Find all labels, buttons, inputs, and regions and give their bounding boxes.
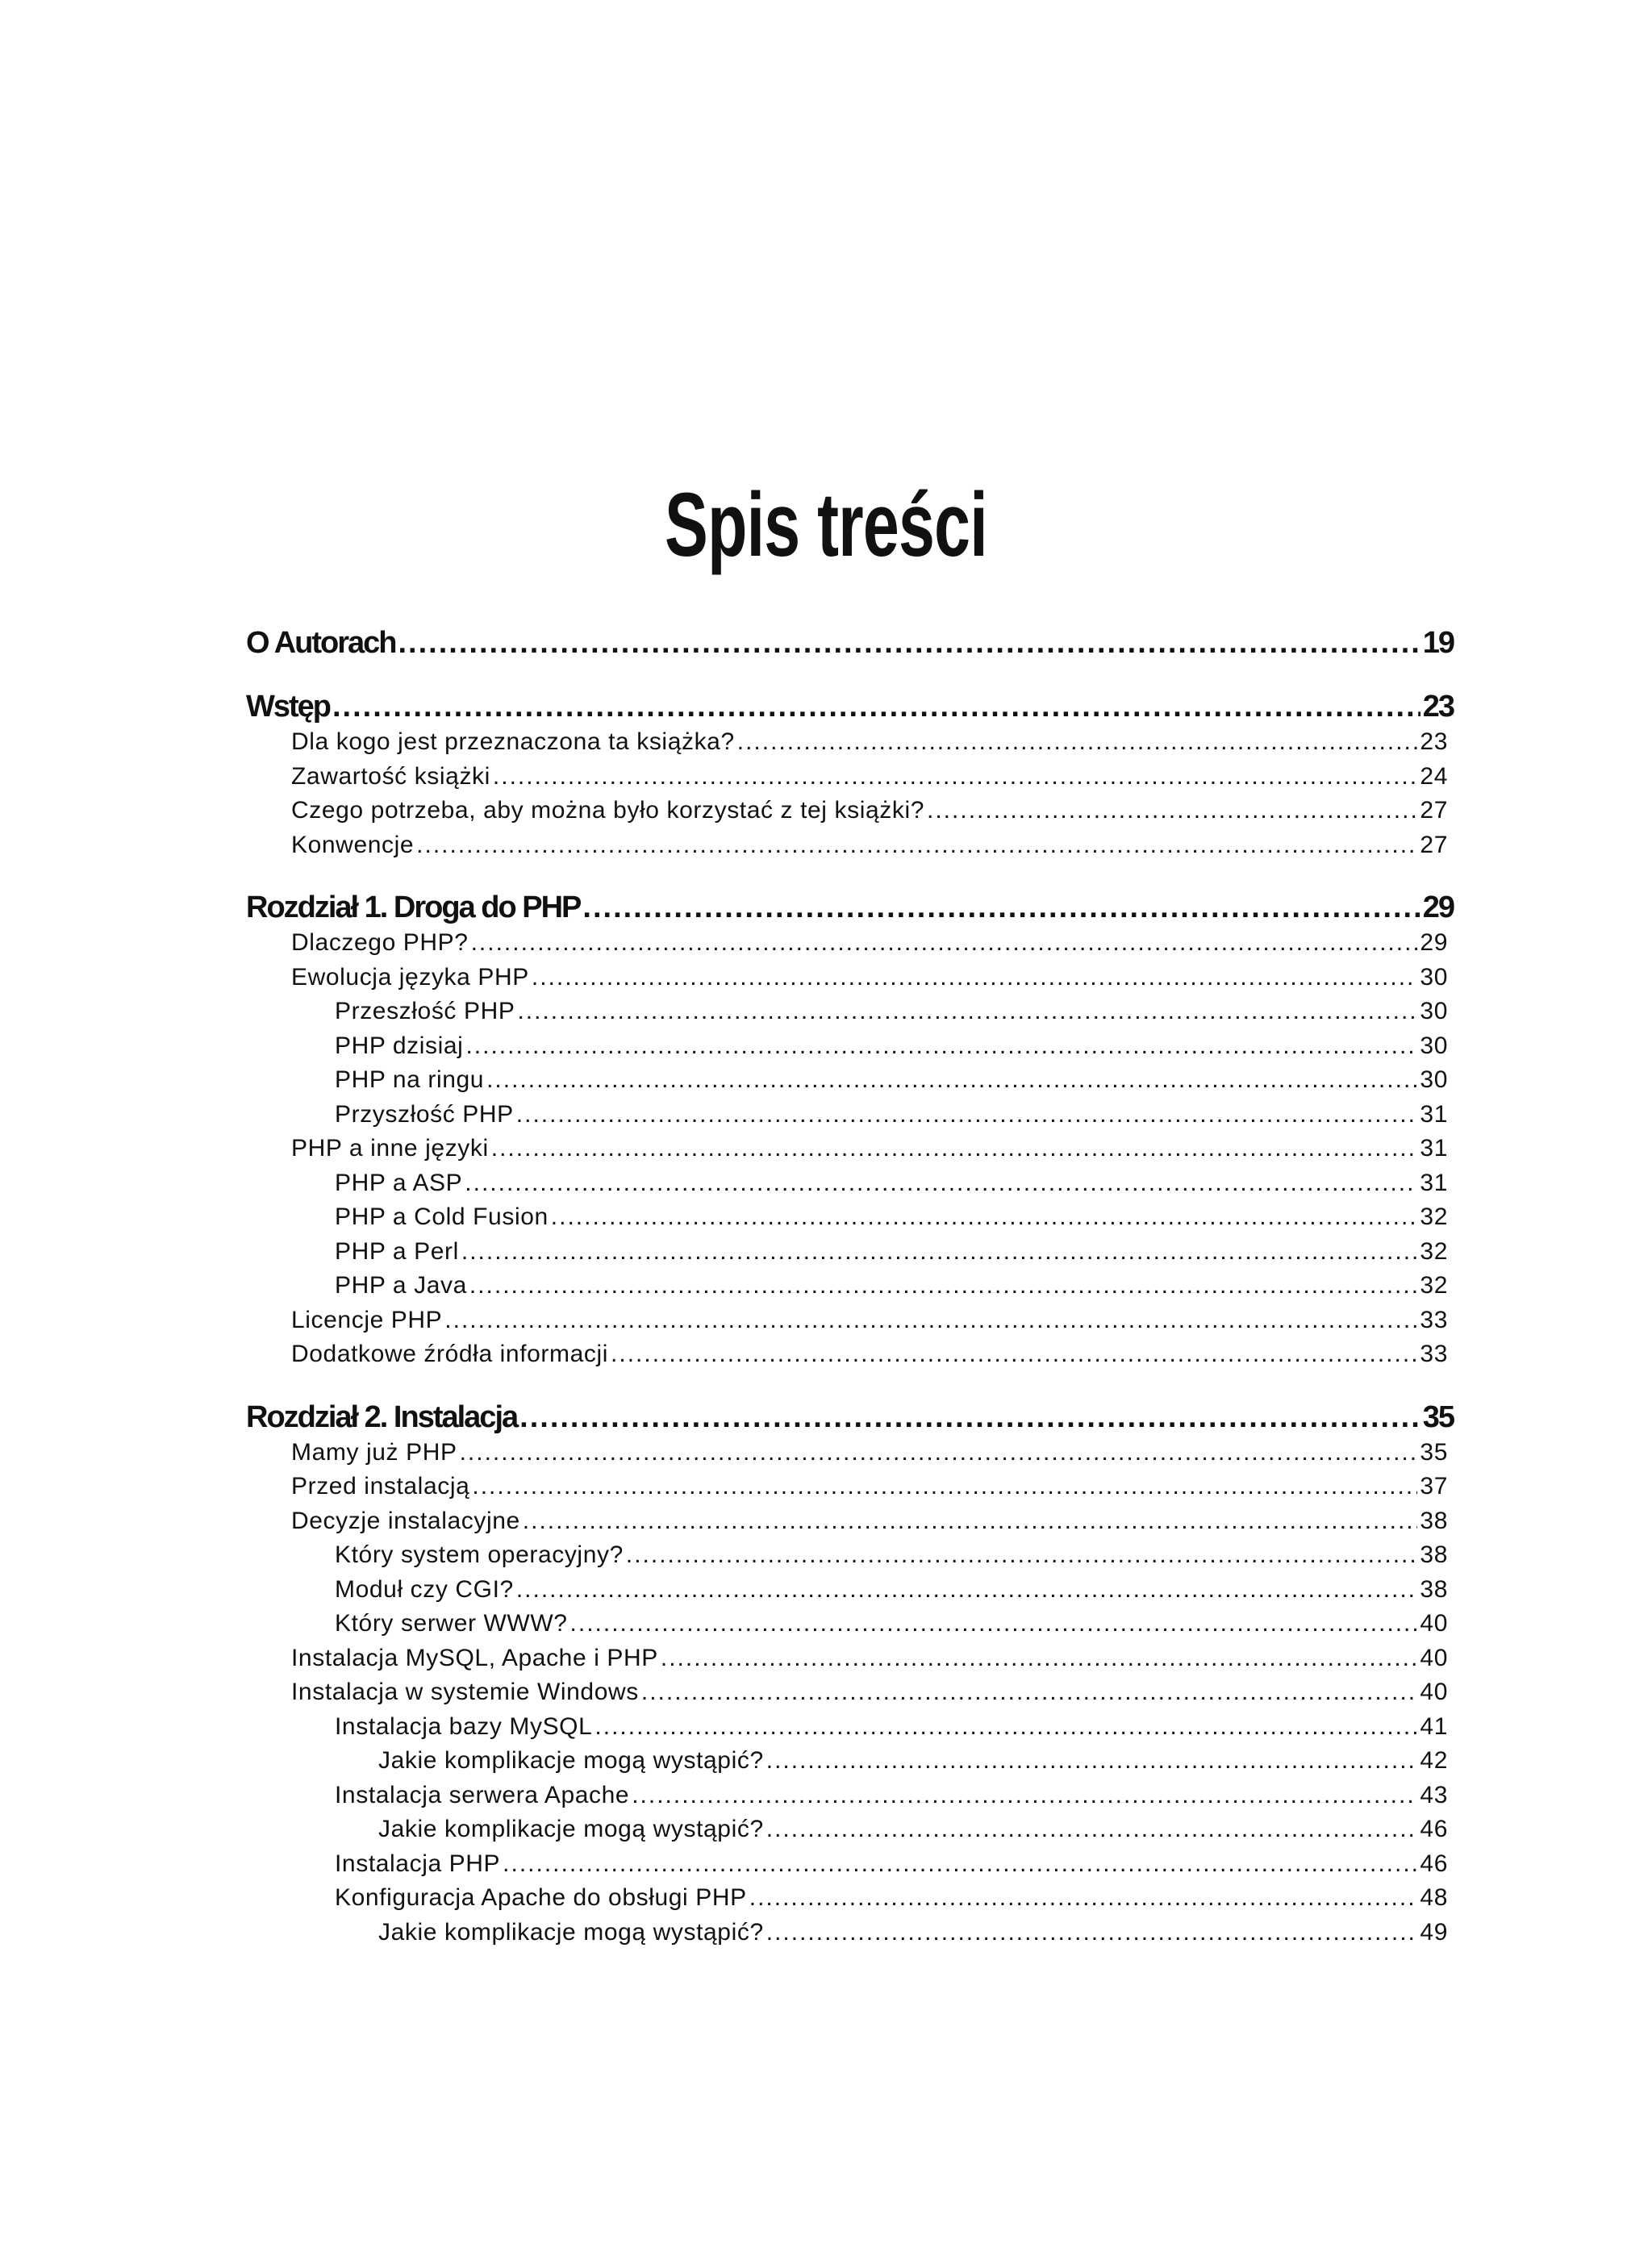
toc-entry-label: PHP a inne języki <box>291 1135 489 1162</box>
toc-entry[interactable] <box>246 1881 1448 1916</box>
toc-entry-label: Jakie komplikacje mogą wystąpić? <box>378 1816 764 1842</box>
toc-entry-page: 27 <box>1420 797 1448 824</box>
toc-entry-page: 49 <box>1420 1918 1448 1946</box>
toc-entry-label: Który system operacyjny? <box>335 1541 624 1568</box>
toc-entry-label: Instalacja bazy MySQL <box>335 1712 593 1740</box>
toc-entry-page: 38 <box>1420 1507 1448 1534</box>
toc-entry-page: 30 <box>1420 998 1448 1024</box>
toc-entry[interactable] <box>246 1304 1448 1338</box>
toc-entry[interactable] <box>246 828 1448 863</box>
toc-entry-label: Zawartość książki <box>291 762 490 790</box>
toc-entry-label: PHP a Java <box>335 1272 467 1299</box>
toc-entry[interactable] <box>246 1779 1448 1813</box>
toc-entry-label: Konwencje <box>291 831 415 858</box>
toc-entry-label: Instalacja PHP <box>335 1850 501 1877</box>
toc-entry[interactable] <box>246 1744 1448 1779</box>
toc-entry[interactable] <box>246 995 1448 1029</box>
toc-entry[interactable] <box>246 1029 1448 1064</box>
dot-leader <box>582 890 1420 926</box>
toc-entry-page: 23 <box>1422 690 1454 724</box>
toc-entry-label: Instalacja w systemie Windows <box>291 1679 639 1705</box>
dot-leader <box>570 1607 1418 1641</box>
dot-leader <box>469 1269 1418 1304</box>
toc-entry-page: 29 <box>1422 891 1454 924</box>
toc-entry[interactable] <box>246 1504 1448 1539</box>
dot-leader <box>661 1641 1418 1676</box>
toc-entry-page: 46 <box>1420 1850 1448 1877</box>
toc-entry-page: 40 <box>1420 1610 1448 1637</box>
dot-leader <box>737 725 1418 760</box>
toc-entry[interactable] <box>246 926 1448 961</box>
toc-entry-label: Wstęp <box>246 690 330 724</box>
toc-entry[interactable] <box>246 1337 1448 1372</box>
dot-leader <box>503 1847 1417 1882</box>
toc-entry-page: 27 <box>1420 831 1448 858</box>
dot-leader <box>766 1744 1418 1779</box>
toc-entry[interactable] <box>246 1538 1448 1573</box>
dot-leader <box>611 1337 1417 1372</box>
toc-chapter-entry[interactable] <box>246 1399 1454 1436</box>
toc-entry[interactable] <box>246 1470 1448 1504</box>
dot-leader <box>632 1779 1417 1813</box>
toc-entry[interactable] <box>246 794 1448 828</box>
dot-leader <box>523 1504 1418 1539</box>
toc-entry-label: Konfiguracja Apache do obsługi PHP <box>335 1884 747 1911</box>
toc-entry-page: 31 <box>1420 1169 1448 1196</box>
dot-leader <box>766 1916 1418 1950</box>
toc-entry[interactable] <box>246 1200 1448 1235</box>
toc-entry-label: Decyzje instalacyjne <box>291 1507 520 1534</box>
toc-entry-page: 40 <box>1420 1644 1448 1671</box>
toc-entry-page: 38 <box>1420 1541 1448 1568</box>
toc-entry-label: PHP na ringu <box>335 1066 485 1093</box>
toc-entry-label: Mamy już PHP <box>291 1438 457 1466</box>
toc-entry-page: 30 <box>1420 1032 1448 1059</box>
toc-entry-label: Który serwer WWW? <box>335 1610 568 1637</box>
toc-entry[interactable] <box>246 961 1448 995</box>
toc-entry[interactable] <box>246 760 1448 795</box>
toc-entry-label: Jakie komplikacje mogą wystąpić? <box>378 1747 764 1774</box>
toc-entry[interactable] <box>246 1063 1448 1098</box>
dot-leader <box>491 1132 1418 1166</box>
dot-leader <box>519 1399 1420 1436</box>
toc-entry[interactable] <box>246 1812 1448 1847</box>
toc-entry[interactable] <box>246 1269 1448 1304</box>
dot-leader <box>594 1710 1417 1745</box>
toc-chapter-entry[interactable] <box>246 689 1454 725</box>
toc-entry-page: 38 <box>1420 1575 1448 1603</box>
toc-entry-page: 35 <box>1422 1399 1454 1434</box>
toc-entry-label: Przyszłość PHP <box>335 1100 514 1128</box>
toc-entry-page: 43 <box>1420 1781 1448 1808</box>
toc-entry-page: 23 <box>1420 728 1448 755</box>
toc-entry[interactable] <box>246 1573 1448 1608</box>
dot-leader <box>626 1538 1418 1573</box>
toc-entry-label: Moduł czy CGI? <box>335 1575 514 1603</box>
dot-leader <box>766 1812 1418 1847</box>
toc-entry[interactable] <box>246 1847 1448 1882</box>
toc-entry[interactable] <box>246 1607 1448 1641</box>
toc-entry-page: 32 <box>1420 1237 1448 1265</box>
dot-leader <box>465 1166 1417 1201</box>
toc-entry-page: 30 <box>1420 1066 1448 1093</box>
toc-entry-page: 30 <box>1420 963 1448 991</box>
toc-entry-page: 19 <box>1422 626 1454 660</box>
toc-entry-page: 31 <box>1420 1135 1448 1162</box>
toc-entry-label: Dodatkowe źródła informacji <box>291 1341 609 1367</box>
page-title: Spis treści <box>665 474 987 576</box>
toc-entry-label: Przeszłość PHP <box>335 998 515 1024</box>
dot-leader <box>465 1029 1417 1064</box>
toc-entry-label: Dlaczego PHP? <box>291 929 469 956</box>
dot-leader <box>471 926 1418 961</box>
toc-entry-label: PHP a Cold Fusion <box>335 1203 549 1230</box>
toc-entry[interactable] <box>246 1132 1448 1166</box>
toc-entry-label: Dla kogo jest przeznaczona ta książka? <box>291 728 735 755</box>
toc-entry-label: Rozdział 2. Instalacja <box>246 1399 518 1434</box>
toc-entry-page: 32 <box>1420 1203 1448 1230</box>
toc-entry-label: PHP a ASP <box>335 1169 463 1196</box>
toc-entry-label: Rozdział 1. Droga do PHP <box>246 891 581 924</box>
toc-entry-page: 31 <box>1420 1100 1448 1128</box>
toc-entry-page: 32 <box>1420 1272 1448 1299</box>
toc-entry-page: 33 <box>1420 1341 1448 1367</box>
dot-leader <box>517 995 1417 1029</box>
toc-entry[interactable] <box>246 1235 1448 1270</box>
dot-leader <box>332 689 1420 725</box>
dot-leader <box>641 1675 1418 1710</box>
dot-leader <box>532 961 1418 995</box>
toc-entry-page: 40 <box>1420 1679 1448 1705</box>
toc-entry-label: Czego potrzeba, aby można było korzystać z tej książki? <box>291 797 925 824</box>
dot-leader <box>398 625 1420 661</box>
dot-leader <box>486 1063 1417 1098</box>
dot-leader <box>551 1200 1418 1235</box>
toc-entry-page: 37 <box>1420 1473 1448 1500</box>
dot-leader <box>516 1098 1418 1132</box>
dot-leader <box>461 1235 1418 1270</box>
toc-entry-label: Przed instalacją <box>291 1473 470 1500</box>
toc-entry-page: 29 <box>1420 929 1448 956</box>
toc-entry-page: 24 <box>1420 762 1448 790</box>
toc-entry-page: 41 <box>1420 1712 1448 1740</box>
toc-entry-label: Instalacja MySQL, Apache i PHP <box>291 1644 658 1671</box>
dot-leader <box>927 794 1417 828</box>
dot-leader <box>472 1470 1417 1504</box>
toc-entry-label: PHP a Perl <box>335 1237 459 1265</box>
toc-entry[interactable] <box>246 725 1448 760</box>
toc-entry-label: Licencje PHP <box>291 1306 443 1333</box>
dot-leader <box>516 1573 1418 1608</box>
toc-entry-label: O Autorach <box>246 626 396 660</box>
toc-chapter-entry[interactable] <box>246 890 1454 926</box>
dot-leader <box>749 1881 1418 1916</box>
dot-leader <box>444 1304 1417 1338</box>
dot-leader <box>460 1436 1418 1470</box>
toc-entry[interactable] <box>246 1675 1448 1710</box>
toc-entry[interactable] <box>246 1098 1448 1132</box>
toc-entry-label: Ewolucja języka PHP <box>291 963 529 991</box>
toc-entry-label: Jakie komplikacje mogą wystąpić? <box>378 1918 764 1946</box>
toc-entry-page: 42 <box>1420 1747 1448 1774</box>
dot-leader <box>493 760 1418 795</box>
table-of-contents <box>246 625 1454 1950</box>
toc-chapter-entry[interactable] <box>246 625 1454 661</box>
toc-entry-page: 48 <box>1420 1884 1448 1911</box>
toc-entry-label: Instalacja serwera Apache <box>335 1781 630 1808</box>
toc-entry-page: 35 <box>1420 1438 1448 1466</box>
toc-entry-page: 33 <box>1420 1306 1448 1333</box>
toc-entry[interactable] <box>246 1710 1448 1745</box>
toc-entry-page: 46 <box>1420 1816 1448 1842</box>
toc-entry[interactable] <box>246 1641 1448 1676</box>
toc-entry-label: PHP dzisiaj <box>335 1032 464 1059</box>
toc-entry[interactable] <box>246 1166 1448 1201</box>
dot-leader <box>416 828 1417 863</box>
toc-entry[interactable] <box>246 1916 1448 1950</box>
toc-entry[interactable] <box>246 1436 1448 1470</box>
